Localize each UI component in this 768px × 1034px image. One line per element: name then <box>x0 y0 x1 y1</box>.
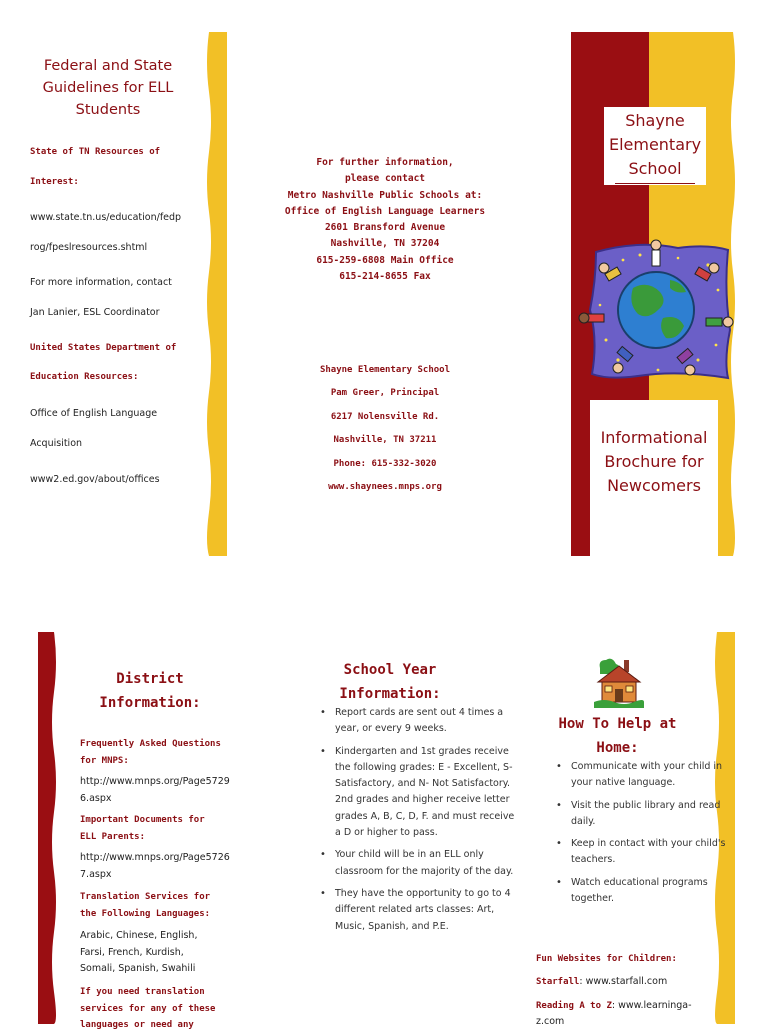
school-line: Pam Greer, Principal <box>330 388 440 399</box>
list-item: • Communicate with your child in your native language. <box>571 759 731 792</box>
ed-url[interactable]: www2.ed.gov/about/offices <box>30 474 160 485</box>
fun-websites-heading: Fun Websites for Children: <box>536 954 677 964</box>
list-item: • Report cards are sent out 4 times a year, or every 9 weeks. <box>335 705 515 738</box>
starfall-label: Starfall <box>536 977 580 987</box>
docs-url[interactable]: http://www.mnps.org/Page57267.aspx <box>80 852 230 880</box>
faq-heading: Frequently Asked Questions for MNPS: <box>80 739 221 766</box>
tn-url-2[interactable]: rog/fpeslresources.shtml <box>30 242 148 253</box>
more-info-text: For more information, contact <box>30 277 172 288</box>
school-name: Shayne Elementary School <box>608 111 702 178</box>
list-item: • Keep in contact with your child's teachers. <box>571 836 731 869</box>
translation-heading: Translation Services for the Following Languages: <box>80 892 211 919</box>
raz-line <box>536 998 706 1030</box>
school-contact-block <box>290 359 480 499</box>
tn-heading-2: Interest: <box>30 177 79 187</box>
coordinator-text: Jan Lanier, ESL Coordinator <box>30 307 160 318</box>
list-item: • They have the opportunity to go to 4 different related arts classes: Art, Music, Spanish, and P.E. <box>335 886 515 935</box>
help-home-list <box>547 759 731 913</box>
need-translation-text: If you need translation services for any of these languages or need any <box>80 987 216 1030</box>
school-line[interactable]: www.shaynees.mnps.org <box>328 482 442 493</box>
docs-heading: Important Documents for ELL Parents: <box>80 815 205 842</box>
school-name-underline <box>615 183 695 184</box>
raz-label: Reading A to Z <box>536 1001 612 1011</box>
school-line: Phone: 615-332-3020 <box>333 458 437 469</box>
school-year-list <box>311 705 515 941</box>
tn-heading-1: State of TN Resources of <box>30 147 161 157</box>
us-heading-2: Education Resources: <box>30 372 139 382</box>
list-item: • Your child will be in an ELL only classroom for the majority of the day. <box>335 847 515 880</box>
help-home-title: How To Help at Home: <box>558 716 677 756</box>
contact-line: Metro Nashville Public Schools at: <box>287 189 483 201</box>
contact-line: 615-214-8655 Fax <box>339 271 431 283</box>
contact-block <box>275 155 495 285</box>
brochure-title: Informational Brochure for Newcomers <box>600 428 708 495</box>
office-text-2: Acquisition <box>30 438 83 449</box>
contact-line: 615-259-6808 Main Office <box>316 254 454 266</box>
school-year-title: School Year Information: <box>339 662 441 702</box>
list-item: • Visit the public library and read daily. <box>571 798 731 831</box>
school-line: Shayne Elementary School <box>319 365 451 375</box>
bottom-left-red-strip <box>38 632 58 1024</box>
contact-line: For further information, <box>316 157 454 168</box>
us-heading-1: United States Department of <box>30 343 177 353</box>
school-line: Nashville, TN 37211 <box>333 435 437 446</box>
starfall-line <box>536 976 667 987</box>
house-clipart <box>594 656 644 708</box>
list-item: • Watch educational programs together. <box>571 875 731 908</box>
faq-url[interactable]: http://www.mnps.org/Page57296.aspx <box>80 776 230 804</box>
list-item: • Kindergarten and 1st grades receive the following grades: E - Excellent, S- Satisfactory, and N- Not Satisfactory. 2nd grades and higher receive letter grades A, B, C, D, F. and must receive a D or higher to pass. <box>335 744 515 842</box>
contact-line: Nashville, TN 37204 <box>330 238 440 250</box>
left-yellow-strip <box>205 32 227 556</box>
district-title: District Information: <box>99 671 201 711</box>
globe-children-clipart <box>578 230 742 386</box>
languages-text: Arabic, Chinese, English, Farsi, French, Kurdish, Somali, Spanish, Swahili <box>80 930 198 974</box>
raz-url[interactable]: : www.learninga-z.com <box>536 1000 692 1027</box>
school-name-box <box>604 107 706 185</box>
contact-line: please contact <box>344 173 426 185</box>
brochure-title-box <box>590 400 718 556</box>
school-line: 6217 Nolensville Rd. <box>330 411 440 422</box>
contact-line: 2601 Bransford Avenue <box>324 222 446 234</box>
tn-url-1[interactable]: www.state.tn.us/education/fedp <box>30 212 182 223</box>
office-text-1: Office of English Language <box>30 408 158 419</box>
contact-line: Office of English Language Learners <box>284 205 486 217</box>
guidelines-title: Federal and State Guidelines for ELL Students <box>42 58 174 118</box>
starfall-url[interactable]: : www.starfall.com <box>579 976 668 987</box>
